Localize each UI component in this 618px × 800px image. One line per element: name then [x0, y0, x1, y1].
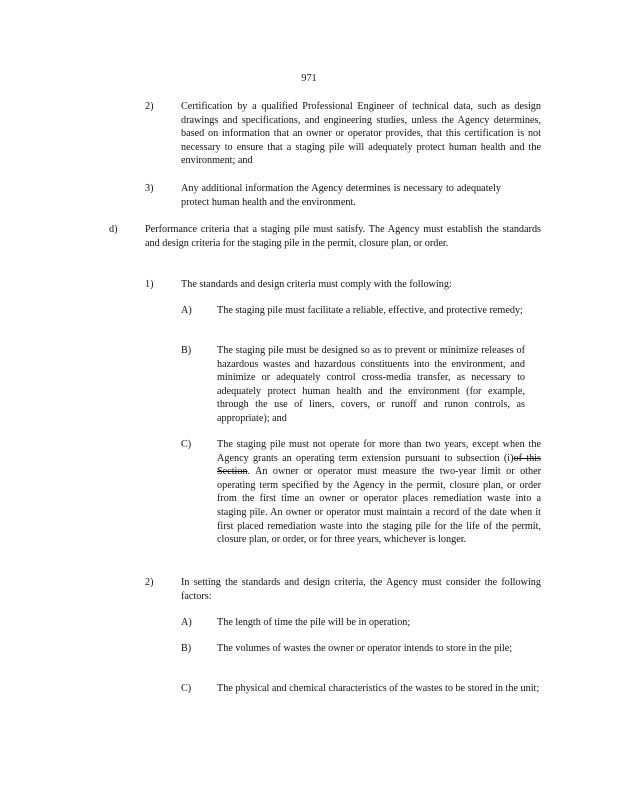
item-text: Performance criteria that a staging pile must satisfy. The Agency must establish the standards and design criteria for the staging pile in the permit, closure plan, or order. — [145, 224, 541, 249]
item-label: 2) — [145, 101, 154, 112]
struck-text: of this Section — [217, 452, 541, 478]
item-label: A) — [181, 617, 192, 628]
item-text: Certification by a qualified Professional Engineer of technical data, such as design drawings and specifications, and engineering studies, unless the Agency determines, based on information that an owner or operator provides, that this certification is not necessary to ensure that a staging pile will adequately protect human health and the environment; and — [181, 101, 541, 167]
item-text: The volumes of wastes the owner or operator intends to store in the pile; — [217, 643, 513, 654]
item-label: 3) — [145, 183, 154, 194]
item-text: The length of time the pile will be in operation; — [217, 617, 411, 628]
item-text — [217, 438, 541, 547]
item-label: C) — [181, 683, 192, 694]
item-label: C) — [181, 439, 192, 450]
item-label: A) — [181, 305, 192, 316]
item-label: 1) — [145, 279, 154, 290]
item-text: The staging pile must be designed so as to prevent or minimize releases of hazardous wastes and hazardous constituents into the environment, and minimize or adequately control cross-media transfer, as necessary to adequately protect human health and the environment (for example, through the use of liners, covers, or runoff and runon controls, as appropriate); and — [217, 345, 525, 424]
item-text: In setting the standards and design criteria, the Agency must consider the following factors: — [181, 577, 541, 602]
item-text: The standards and design criteria must comply with the following: — [181, 279, 452, 290]
page-number: 971 — [301, 73, 317, 84]
item-label: d) — [109, 224, 118, 235]
item-text: Any additional information the Agency determines is necessary to adequately protect human health and the environment. — [181, 183, 501, 208]
item-text-part: . An owner or operator must measure the two-year limit or other operating term specified by the Agency in the permit, closure plan, or order from the first time an owner or operator places remediation waste into a staging pile. An owner or operator must maintain a record of the date when it first placed remediation waste into the staging pile for the life of the permit, closure plan, or order, or for three years, whichever is longer. — [217, 466, 541, 546]
item-text: The physical and chemical characteristics of the wastes to be stored in the unit; — [217, 683, 540, 694]
item-label: 2) — [145, 577, 154, 588]
item-label: B) — [181, 345, 192, 356]
item-text-part: The staging pile must not operate for more than two years, except when the Agency grants an operating term extension pursuant to subsection (i) — [217, 439, 541, 464]
item-label: B) — [181, 643, 192, 654]
item-text: The staging pile must facilitate a reliable, effective, and protective remedy; — [217, 305, 523, 316]
